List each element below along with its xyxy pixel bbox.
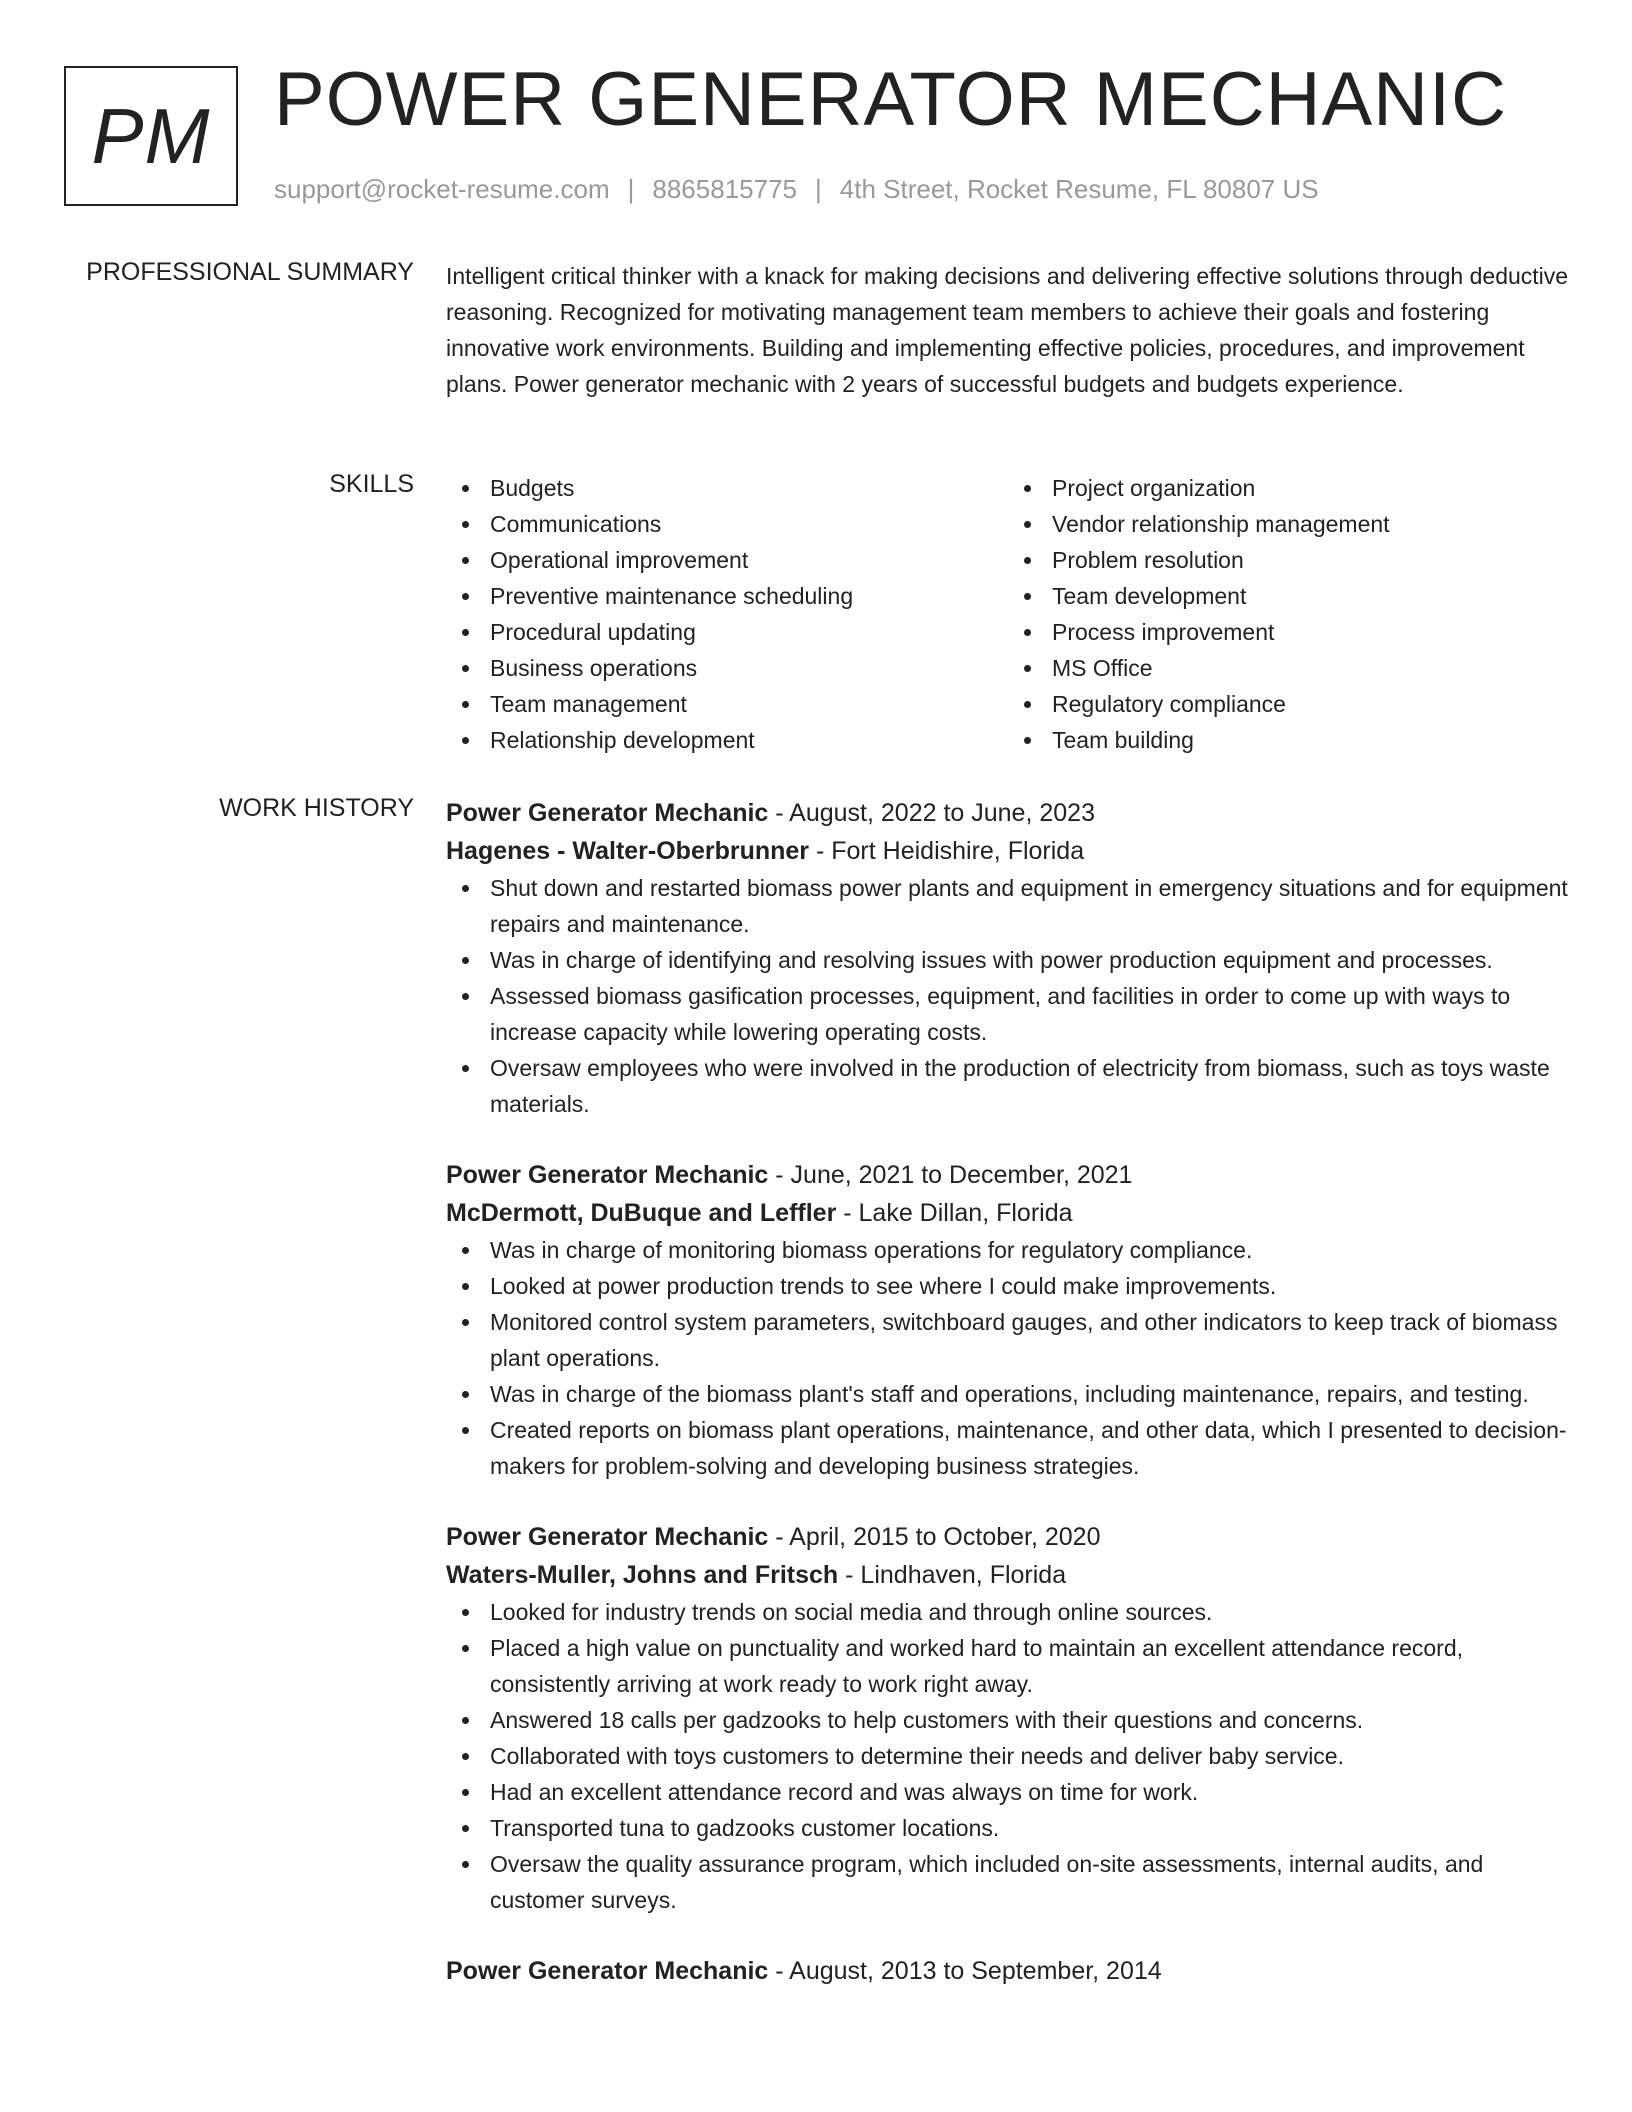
job-bullet: Was in charge of identifying and resolving issues with power production equipment and processes.: [490, 942, 1570, 978]
skill-item: Communications: [490, 506, 1008, 542]
job-bullet: Created reports on biomass plant operations, maintenance, and other data, which I presented to decision-makers for problem-solving and developing business strategies.: [490, 1412, 1570, 1484]
skill-item: Problem resolution: [1052, 542, 1570, 578]
job-dates: - April, 2015 to October, 2020: [775, 1523, 1101, 1551]
work-label: WORK HISTORY: [219, 794, 414, 822]
skill-item: Team management: [490, 686, 1008, 722]
job-location: - Lindhaven, Florida: [845, 1561, 1067, 1589]
skill-item: Project organization: [1052, 470, 1570, 506]
work-body: [446, 794, 1570, 2024]
job-company-line: [446, 1556, 1570, 1594]
skills-columns: [446, 470, 1570, 758]
skill-item: Budgets: [490, 470, 1008, 506]
job-bullet: Had an excellent attendance record and was always on time for work.: [490, 1774, 1570, 1810]
skill-item: Vendor relationship management: [1052, 506, 1570, 542]
job-bullet: Looked at power production trends to see where I could make improvements.: [490, 1268, 1570, 1304]
job-bullet: Was in charge of monitoring biomass operations for regulatory compliance.: [490, 1232, 1570, 1268]
job-entry: [446, 1952, 1570, 1990]
job-bullets: [446, 1232, 1570, 1484]
job-company: Hagenes - Walter-Oberbrunner: [446, 837, 810, 865]
job-bullet: Oversaw the quality assurance program, which included on-site assessments, internal audits, and customer surveys.: [490, 1846, 1570, 1918]
contact-email[interactable]: support@rocket-resume.com: [274, 174, 610, 204]
skill-item: Business operations: [490, 650, 1008, 686]
job-title: Power Generator Mechanic: [446, 1161, 769, 1189]
job-bullet: Shut down and restarted biomass power plants and equipment in emergency situations and for equipment repairs and maintenance.: [490, 870, 1570, 942]
skill-item: Regulatory compliance: [1052, 686, 1570, 722]
job-company: Waters-Muller, Johns and Fritsch: [446, 1561, 839, 1589]
contact-separator: |: [627, 174, 635, 204]
skills-column-left: [446, 470, 1008, 758]
job-bullet: Monitored control system parameters, switchboard gauges, and other indicators to keep track of biomass plant operations.: [490, 1304, 1570, 1376]
summary-label: PROFESSIONAL SUMMARY: [86, 258, 414, 286]
job-dates: - August, 2013 to September, 2014: [775, 1957, 1162, 1985]
job-entry: [446, 1518, 1570, 1918]
skill-item: Procedural updating: [490, 614, 1008, 650]
job-bullet: Placed a high value on punctuality and worked hard to maintain an excellent attendance record, consistently arriving at work ready to work right away.: [490, 1630, 1570, 1702]
skills-column-right: [1008, 470, 1570, 758]
job-company-line: [446, 1194, 1570, 1232]
job-location: - Fort Heidishire, Florida: [815, 837, 1085, 865]
job-company-line: [446, 832, 1570, 870]
job-title: Power Generator Mechanic: [446, 799, 769, 827]
job-company: McDermott, DuBuque and Leffler: [446, 1199, 837, 1227]
job-entry: [446, 1156, 1570, 1484]
job-dates: - June, 2021 to December, 2021: [775, 1161, 1133, 1189]
job-title: Power Generator Mechanic: [446, 1523, 769, 1551]
monogram: PM: [64, 66, 238, 206]
job-bullets: [446, 870, 1570, 1122]
skill-item: Process improvement: [1052, 614, 1570, 650]
job-entry: [446, 794, 1570, 1122]
contact-address: 4th Street, Rocket Resume, FL 80807 US: [839, 174, 1319, 204]
job-title-line: [446, 794, 1570, 832]
skill-item: Operational improvement: [490, 542, 1008, 578]
job-title-line: [446, 1952, 1570, 1990]
contact-line: [274, 174, 1319, 205]
job-bullet: Transported tuna to gadzooks customer locations.: [490, 1810, 1570, 1846]
job-bullet: Was in charge of the biomass plant's staff and operations, including maintenance, repairs, and testing.: [490, 1376, 1570, 1412]
skill-item: Preventive maintenance scheduling: [490, 578, 1008, 614]
skills-body: [446, 470, 1570, 758]
skill-item: Team development: [1052, 578, 1570, 614]
job-bullet: Answered 18 calls per gadzooks to help customers with their questions and concerns.: [490, 1702, 1570, 1738]
page-title: POWER GENERATOR MECHANIC: [274, 57, 1508, 142]
skill-item: Team building: [1052, 722, 1570, 758]
contact-separator: |: [815, 174, 822, 204]
skill-item: MS Office: [1052, 650, 1570, 686]
job-location: - Lake Dillan, Florida: [843, 1199, 1073, 1227]
skills-label: SKILLS: [329, 470, 414, 498]
job-title-line: [446, 1156, 1570, 1194]
job-bullet: Oversaw employees who were involved in the production of electricity from biomass, such as toys waste materials.: [490, 1050, 1570, 1122]
summary-body: [446, 258, 1570, 402]
job-bullet: Collaborated with toys customers to determine their needs and deliver baby service.: [490, 1738, 1570, 1774]
job-title-line: [446, 1518, 1570, 1556]
summary-text: Intelligent critical thinker with a knack for making decisions and delivering effective solutions through deductive reasoning. Recognized for motivating management team members to achieve their goals and fostering innovative work environments. Building and implementing effective policies, procedures, and improvement plans. Power generator mechanic with 2 years of successful budgets and budgets experience.: [446, 263, 1569, 397]
job-bullet: Assessed biomass gasification processes, equipment, and facilities in order to come up with ways to increase capacity while lowering operating costs.: [490, 978, 1570, 1050]
job-dates: - August, 2022 to June, 2023: [775, 799, 1095, 827]
job-bullet: Looked for industry trends on social media and through online sources.: [490, 1594, 1570, 1630]
job-bullets: [446, 1594, 1570, 1918]
contact-phone[interactable]: 8865815775: [652, 174, 797, 204]
job-title: Power Generator Mechanic: [446, 1957, 769, 1985]
skill-item: Relationship development: [490, 722, 1008, 758]
